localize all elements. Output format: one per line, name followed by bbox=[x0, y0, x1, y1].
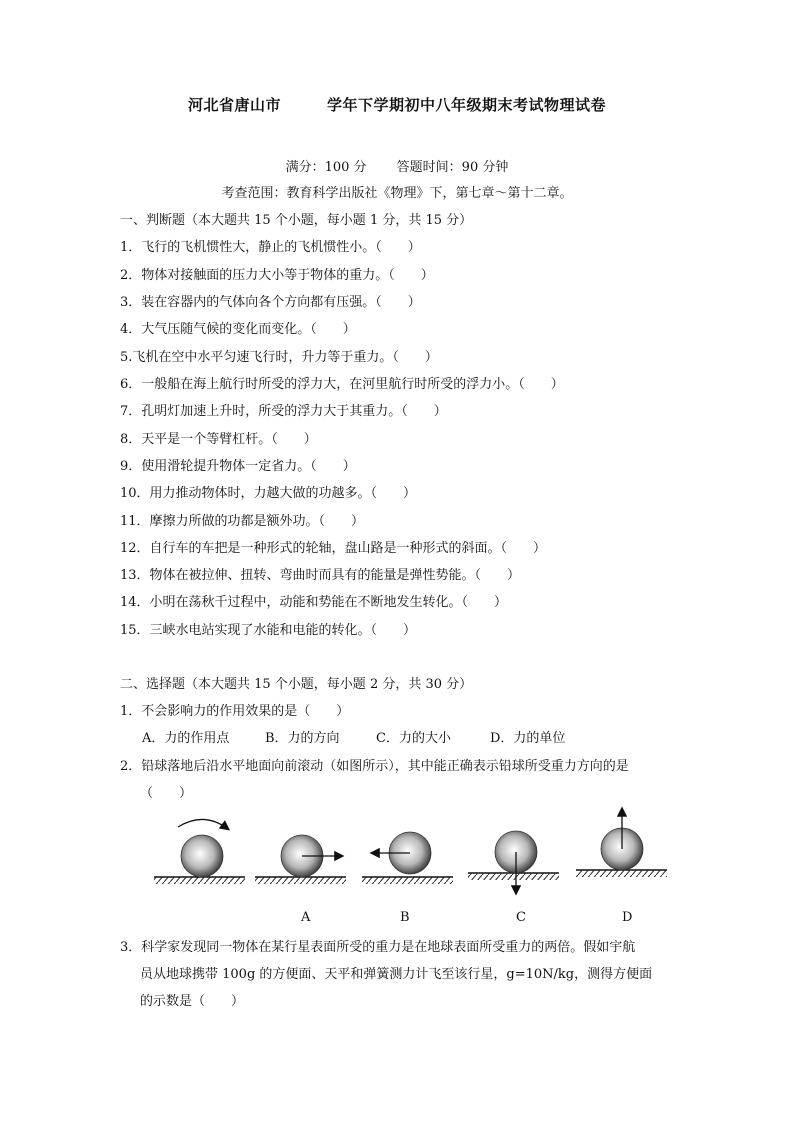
figure-option-c bbox=[468, 831, 559, 893]
section2-heading: 二、选择题（本大题共 15 个小题，每小题 2 分，共 30 分） bbox=[120, 677, 473, 692]
question-3-line1: 3．科学家发现同一物体在某行星表面所受的重力是在地球表面所受重力的两倍。假如宇航 bbox=[120, 940, 636, 955]
figure-rolling-ball bbox=[154, 819, 245, 884]
exam-scope: 考查范围：教育科学出版社《物理》下，第七章～第十二章。 bbox=[221, 186, 573, 201]
question-item: 4．大气压随气候的变化而变化。（ ） bbox=[120, 322, 356, 337]
question-item: 14．小明在荡秋千过程中，动能和势能在不断地发生转化。（ ） bbox=[120, 595, 508, 610]
question-3-line2: 员从地球携带 100g 的方便面、天平和弹簧测力计飞至该行星，g=10N/kg，测得方便面 bbox=[140, 967, 653, 982]
figure-label-d: D bbox=[622, 910, 633, 925]
question-item: 11．摩擦力所做的功都是额外功。（ ） bbox=[120, 514, 365, 529]
question-item: 9．使用滑轮提升物体一定省力。（ ） bbox=[120, 459, 356, 474]
question-item: 8．天平是一个等臂杠杆。（ ） bbox=[120, 432, 317, 447]
question-3-line3: 的示数是（ ） bbox=[140, 994, 245, 1009]
option-b: B．力的方向 bbox=[265, 731, 340, 746]
question-item: 3．装在容器内的气体向各个方向都有压强。（ ） bbox=[120, 295, 421, 310]
question-item: 5.飞机在空中水平匀速飞行时，升力等于重力。（ ） bbox=[120, 350, 438, 365]
figure-label-b: B bbox=[400, 910, 410, 925]
question-item: 1．飞行的飞机惯性大，静止的飞机惯性小。（ ） bbox=[120, 240, 421, 255]
option-c: C．力的大小 bbox=[376, 731, 451, 746]
title-exam-name: 学年下学期初中八年级期末考试物理试卷 bbox=[327, 96, 607, 114]
figure-option-b bbox=[362, 832, 453, 884]
rolling-arrow-icon bbox=[178, 819, 228, 829]
exam-meta: 满分：100 分 答题时间：90 分钟 bbox=[285, 160, 509, 175]
question-item: 10．用力推动物体时，力越大做的功越多。（ ） bbox=[120, 486, 417, 501]
question-item: 15．三峡水电站实现了水能和电能的转化。（ ） bbox=[120, 623, 417, 638]
option-d: D．力的单位 bbox=[490, 731, 566, 746]
page-title bbox=[0, 94, 794, 115]
question-item: 7．孔明灯加速上升时，所受的浮力大于其重力。（ ） bbox=[120, 404, 447, 419]
figure-option-a bbox=[255, 835, 346, 884]
figure-label-c: C bbox=[516, 910, 526, 925]
question-1-stem: 1．不会影响力的作用效果的是（ ） bbox=[120, 704, 350, 719]
shot-put-figure bbox=[140, 805, 680, 935]
figure-label-a: A bbox=[301, 910, 311, 925]
question-item: 13．物体在被拉伸、扭转、弯曲时而具有的能量是弹性势能。（ ） bbox=[120, 568, 521, 583]
title-region: 河北省唐山市 bbox=[187, 96, 281, 114]
question-2-stem: 2．铅球落地后沿水平地面向前滚动（如图所示），其中能正确表示铅球所受重力方向的是 bbox=[120, 759, 629, 774]
question-item: 6．一般船在海上航行时所受的浮力大，在河里航行时所受的浮力小。（ ） bbox=[120, 377, 564, 392]
question-item: 2．物体对接触面的压力大小等于物体的重力。（ ） bbox=[120, 268, 434, 283]
question-2-blank: （ ） bbox=[140, 786, 193, 801]
option-a: A．力的作用点 bbox=[142, 731, 230, 746]
question-item: 12．自行车的车把是一种形式的轮轴，盘山路是一种形式的斜面。（ ） bbox=[120, 541, 547, 556]
figure-option-d bbox=[576, 809, 667, 877]
section1-heading: 一、判断题（本大题共 15 个小题，每小题 1 分，共 15 分） bbox=[120, 213, 473, 228]
